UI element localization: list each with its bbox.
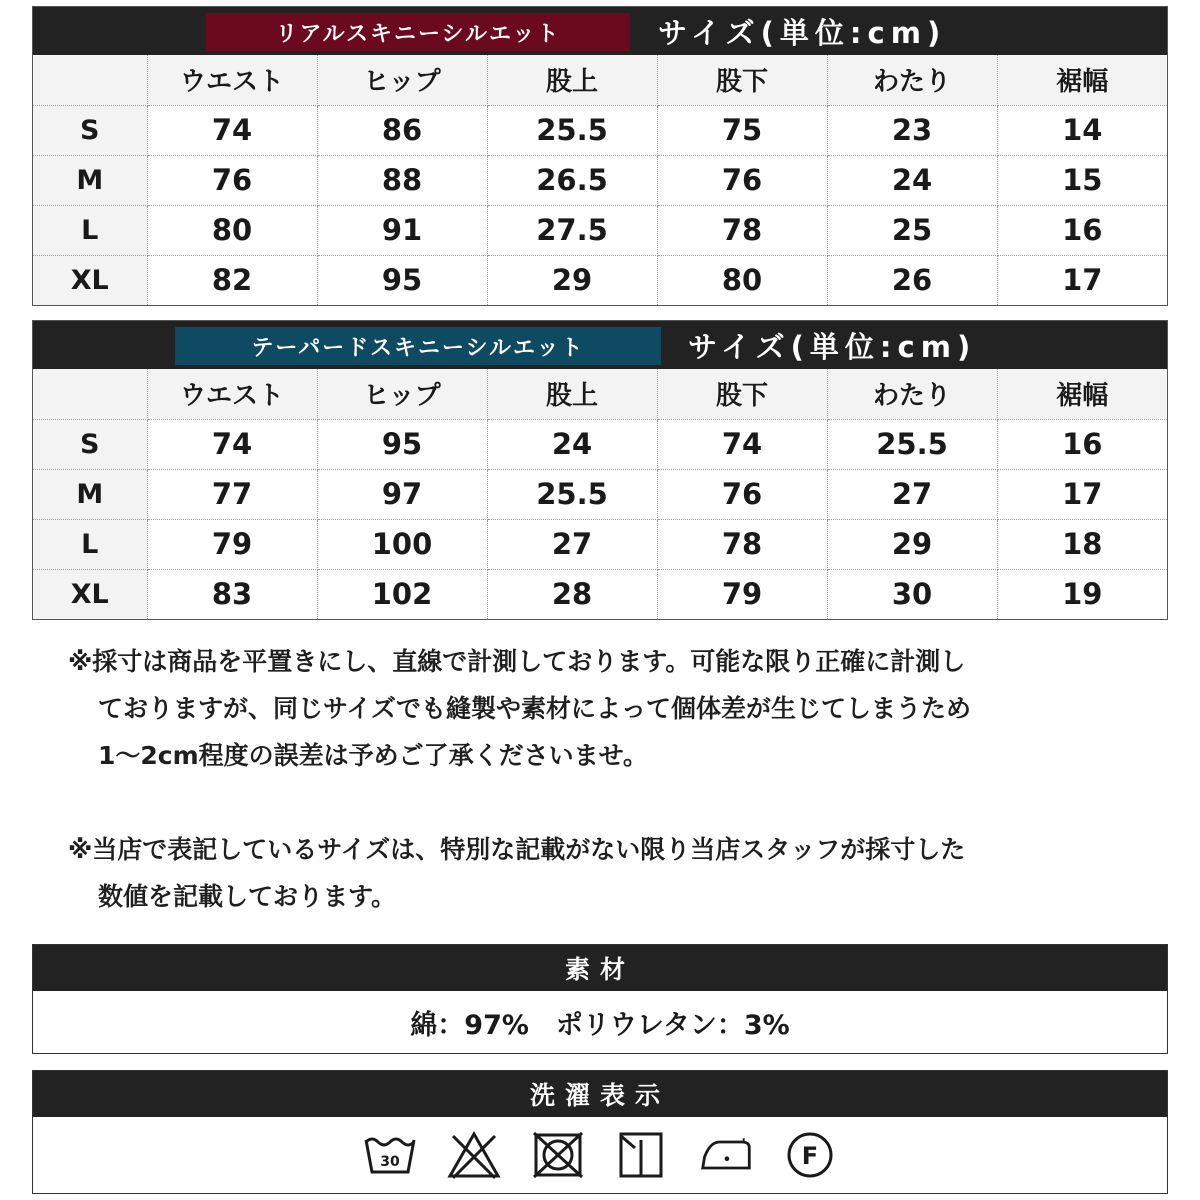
table-cell: 23	[827, 105, 997, 155]
table-row	[33, 519, 1167, 569]
table-cell: 29	[827, 519, 997, 569]
care-section	[32, 1070, 1168, 1194]
table-cell: 17	[997, 469, 1167, 519]
size-table-tapered-skinny	[32, 320, 1168, 620]
material-value: 綿：97% ポリウレタン：3%	[33, 991, 1167, 1053]
note-line: 数値を記載しております。	[98, 882, 397, 911]
table-cell: 74	[147, 105, 317, 155]
table-cell: 15	[997, 155, 1167, 205]
table-cell: 29	[487, 255, 657, 305]
table-cell: 27	[827, 469, 997, 519]
washtub-30-icon	[363, 1129, 417, 1181]
table-cell: 79	[657, 569, 827, 619]
table-header	[33, 321, 1167, 369]
no-tumble-dry-icon	[531, 1129, 585, 1181]
table-cell: 78	[657, 205, 827, 255]
table-row	[33, 205, 1167, 255]
size-table-real-skinny	[32, 6, 1168, 306]
column-header-corner	[33, 369, 147, 419]
note-line: ておりますが、同じサイズでも縫製や素材によって個体差が生じてしまうため	[98, 694, 972, 723]
table-cell: 76	[657, 155, 827, 205]
table-row	[33, 155, 1167, 205]
table-cell: 91	[317, 205, 487, 255]
table-cell: 27	[487, 519, 657, 569]
table-cell: 76	[657, 469, 827, 519]
size-label: XL	[33, 255, 147, 305]
table-cell: 16	[997, 419, 1167, 469]
size-label: L	[33, 205, 147, 255]
table-cell: 26	[827, 255, 997, 305]
table-cell: 18	[997, 519, 1167, 569]
care-icons	[33, 1117, 1167, 1193]
note-line: ※当店で表記しているサイズは、特別な記載がない限り当店スタッフが採寸した	[68, 835, 966, 864]
material-section	[32, 944, 1168, 1054]
table-cell: 16	[997, 205, 1167, 255]
column-header-thigh: わたり	[827, 369, 997, 419]
table-row	[33, 469, 1167, 519]
column-header-waist: ウエスト	[147, 55, 317, 105]
header-row	[33, 369, 1167, 419]
size-label: M	[33, 469, 147, 519]
table-cell: 24	[827, 155, 997, 205]
table-cell: 86	[317, 105, 487, 155]
note-line: ※採寸は商品を平置きにし、直線で計測しております。可能な限り正確に計測し	[68, 647, 966, 676]
column-header-rise: 股上	[487, 369, 657, 419]
line-dry-icon	[615, 1129, 669, 1181]
column-header-inseam: 股下	[657, 369, 827, 419]
size-label: L	[33, 519, 147, 569]
column-header-hem: 裾幅	[997, 369, 1167, 419]
table-cell: 75	[657, 105, 827, 155]
size-note	[68, 826, 1168, 920]
table-cell: 80	[147, 205, 317, 255]
size-label: M	[33, 155, 147, 205]
table-cell: 83	[147, 569, 317, 619]
material-heading: 素材	[33, 945, 1167, 991]
table-row	[33, 255, 1167, 305]
note-line: 1〜2cm程度の誤差は予めご了承くださいませ。	[98, 741, 648, 770]
size-label: S	[33, 419, 147, 469]
size-table	[33, 369, 1167, 619]
table-row	[33, 419, 1167, 469]
column-header-hem: 裾幅	[997, 55, 1167, 105]
table-header	[33, 7, 1167, 55]
table-cell: 74	[657, 419, 827, 469]
size-unit-label: サイズ(単位:cm)	[688, 329, 977, 364]
size-label: S	[33, 105, 147, 155]
table-cell: 76	[147, 155, 317, 205]
column-header-hip: ヒップ	[317, 369, 487, 419]
table-cell: 25.5	[487, 105, 657, 155]
table-cell: 14	[997, 105, 1167, 155]
column-header-rise: 股上	[487, 55, 657, 105]
table-cell: 25.5	[487, 469, 657, 519]
table-cell: 95	[317, 419, 487, 469]
table-row	[33, 569, 1167, 619]
table-cell: 26.5	[487, 155, 657, 205]
silhouette-label: テーパードスキニーシルエット	[175, 327, 661, 365]
table-cell: 25.5	[827, 419, 997, 469]
silhouette-label: リアルスキニーシルエット	[206, 13, 630, 51]
table-cell: 24	[487, 419, 657, 469]
table-cell: 77	[147, 469, 317, 519]
table-row	[33, 105, 1167, 155]
table-cell: 97	[317, 469, 487, 519]
table-cell: 17	[997, 255, 1167, 305]
no-bleach-icon	[447, 1129, 501, 1181]
measurement-note	[68, 638, 1168, 779]
column-header-thigh: わたり	[827, 55, 997, 105]
table-cell: 102	[317, 569, 487, 619]
size-table	[33, 55, 1167, 305]
dryclean-letter: F	[801, 1142, 819, 1170]
table-cell: 95	[317, 255, 487, 305]
table-cell: 74	[147, 419, 317, 469]
header-row	[33, 55, 1167, 105]
table-cell: 30	[827, 569, 997, 619]
column-header-waist: ウエスト	[147, 369, 317, 419]
iron-low-icon	[699, 1129, 753, 1181]
column-header-corner	[33, 55, 147, 105]
size-unit-label: サイズ(単位:cm)	[658, 15, 947, 50]
wash-temp-label: 30	[380, 1154, 400, 1170]
table-cell: 25	[827, 205, 997, 255]
dryclean-f-icon	[783, 1129, 837, 1181]
table-cell: 79	[147, 519, 317, 569]
table-cell: 27.5	[487, 205, 657, 255]
table-cell: 100	[317, 519, 487, 569]
column-header-inseam: 股下	[657, 55, 827, 105]
column-header-hip: ヒップ	[317, 55, 487, 105]
table-cell: 80	[657, 255, 827, 305]
table-cell: 28	[487, 569, 657, 619]
table-cell: 82	[147, 255, 317, 305]
table-cell: 19	[997, 569, 1167, 619]
table-cell: 88	[317, 155, 487, 205]
table-cell: 78	[657, 519, 827, 569]
size-label: XL	[33, 569, 147, 619]
care-heading: 洗濯表示	[33, 1071, 1167, 1117]
